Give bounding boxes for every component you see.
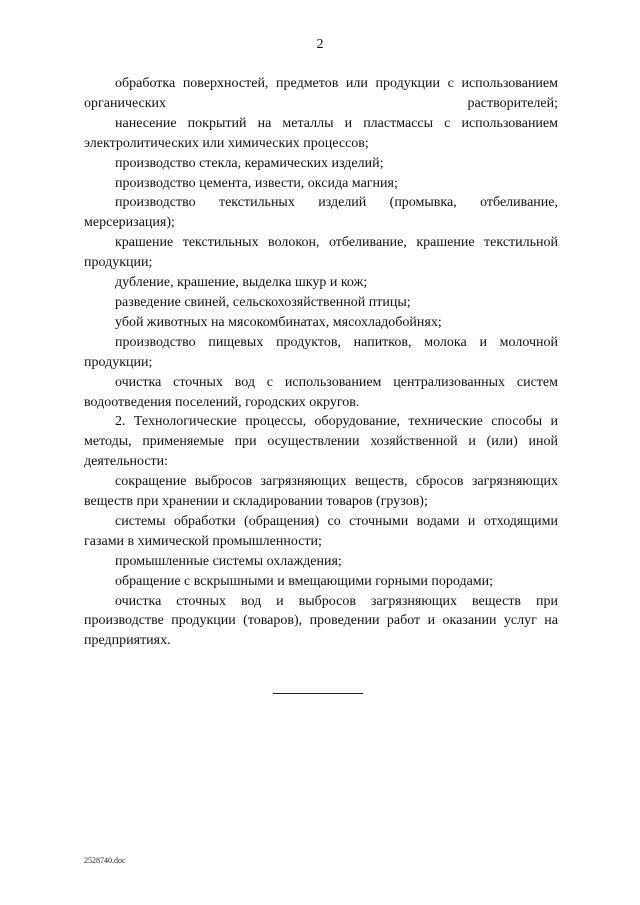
paragraph: производство текстильных изделий (промывка, отбеливание, мерсеризация); [84,195,558,231]
paragraph: очистка сточных вод с использованием централизованных систем водоотведения поселений, городских округов. [84,374,558,410]
paragraph: нанесение покрытий на металлы и пластмассы с использованием электролитических или химических процессов; [84,115,558,151]
paragraph: производство пищевых продуктов, напитков, молока и молочной продукции; [84,334,558,370]
paragraph: производство стекла, керамических изделий; [115,155,384,171]
paragraph: обработка поверхностей, предметов или продукции с использованием органических растворителей; [84,76,558,111]
paragraph: промышленные системы охлаждения; [115,553,342,569]
paragraph: сокращение выбросов загрязняющих веществ, сбросов загрязняющих веществ при хранении и складировании товаров (грузов); [84,474,558,510]
paragraph: дубление, крашение, выделка шкур и кож; [115,275,368,291]
paragraph: системы обработки (обращения) со сточными водами и отходящими газами в химической промышленности; [84,513,558,549]
paragraph: производство цемента, извести, оксида магния; [115,175,398,191]
paragraph: разведение свиней, сельскохозяйственной птицы; [115,294,411,310]
paragraph: 2. Технологические процессы, оборудование, технические способы и методы, применяемые при осуществлении хозяйственной и (или) иной деятельности: [84,414,558,470]
end-separator-line [273,693,363,694]
paragraph: крашение текстильных волокон, отбеливание, крашение текстильной продукции; [84,235,558,271]
paragraph: очистка сточных вод и выбросов загрязняющих веществ при производстве продукции (товаров), проведении работ и оказании услуг на предприятиях. [84,593,558,649]
file-name: 2528740.doc [84,856,126,865]
paragraph: убой животных на мясокомбинатах, мясохладобойнях; [115,314,442,330]
page-number: 2 [316,37,324,52]
paragraph: обращение с вскрышными и вмещающими горными породами; [115,573,494,589]
document-body [84,74,558,651]
